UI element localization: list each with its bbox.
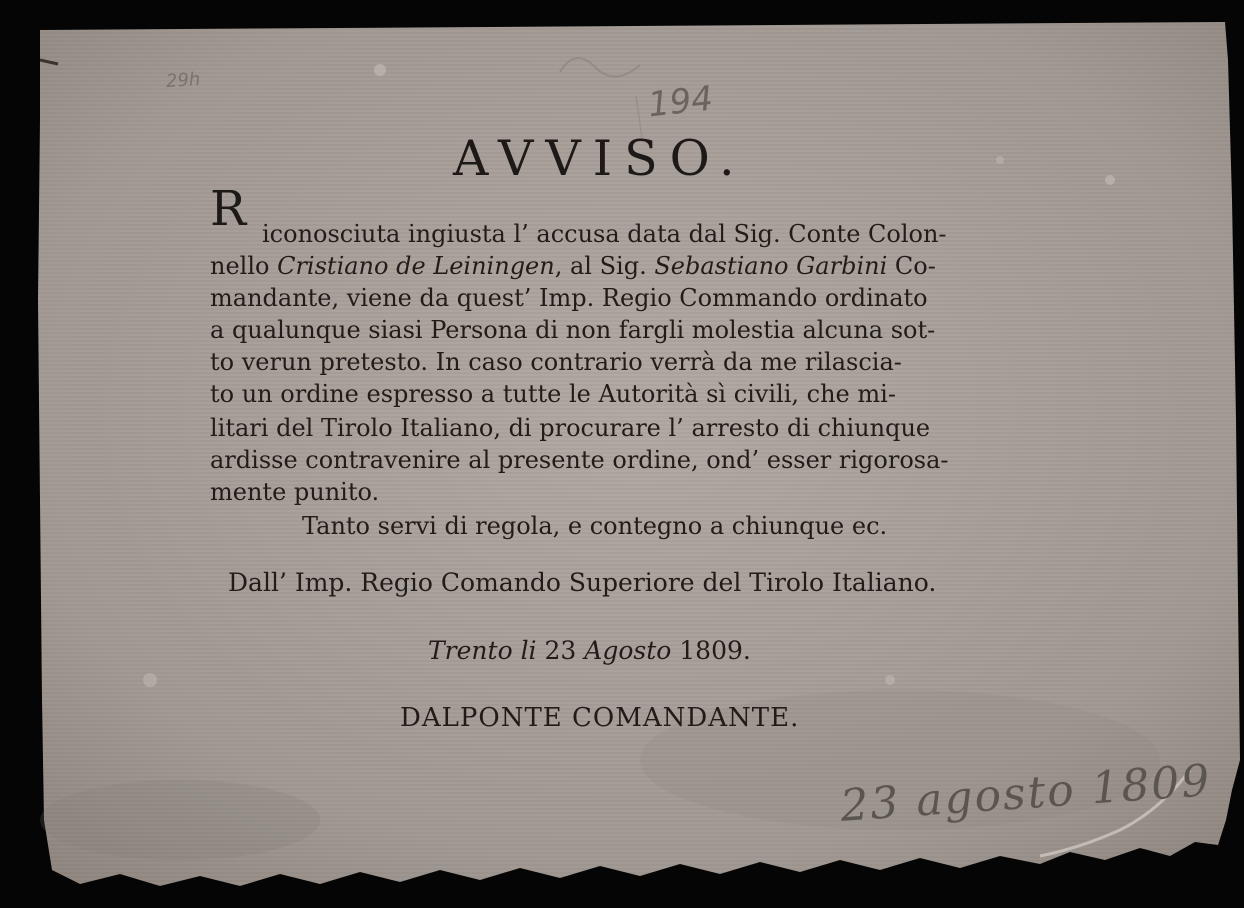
body-line-2-mid: , al Sig. [554,252,655,280]
handwritten-date-note: 23 agosto 1809 [838,755,1213,832]
drop-cap-letter: R [210,181,247,237]
body-line-6: to un ordine espresso a tutte le Autorità sì civili, che mi- [210,380,896,408]
body-line-4: a qualunque siasi Persona di non fargli molestia alcuna sot- [210,316,936,344]
body-line-1: iconosciuta ingiusta l’ accusa data dal Sig. Conte Colon- [262,220,947,248]
body-line-5: to verun pretesto. In caso contrario verrà da me rilascia- [210,348,902,376]
date-month: Agosto [584,636,672,665]
body-line-2 [210,254,1062,278]
name-cristiano-de-leiningen: Cristiano de Leiningen [277,252,555,280]
issue-date [428,636,751,665]
archive-reference-note: 29h [165,68,202,93]
closing-statement: Tanto servi di regola, e contegno a chiunque ec. [302,512,888,540]
notice-title: AVVISO. [453,130,747,187]
folio-number-note: 194 [646,78,715,126]
date-day: 23 [544,636,577,665]
body-line-9: mente punito. [210,478,380,506]
date-place: Trento li [428,636,537,665]
body-line-8: ardisse contravenire al presente ordine, ond’ esser rigorosa- [210,446,949,474]
name-sebastiano-garbini: Sebastiano Garbini [654,252,888,280]
signature: DALPONTE COMANDANTE. [400,703,800,733]
body-line-3: mandante, viene da quest’ Imp. Regio Commando ordinato [210,284,928,312]
issuing-authority: Dall’ Imp. Regio Comando Superiore del Tirolo Italiano. [228,568,937,597]
body-line-2-post: Co- [887,252,936,280]
body-line-7: litari del Tirolo Italiano, di procurare l’ arresto di chiunque [210,414,931,442]
date-year: 1809. [679,636,751,665]
body-line-2-pre: nello [210,252,278,280]
